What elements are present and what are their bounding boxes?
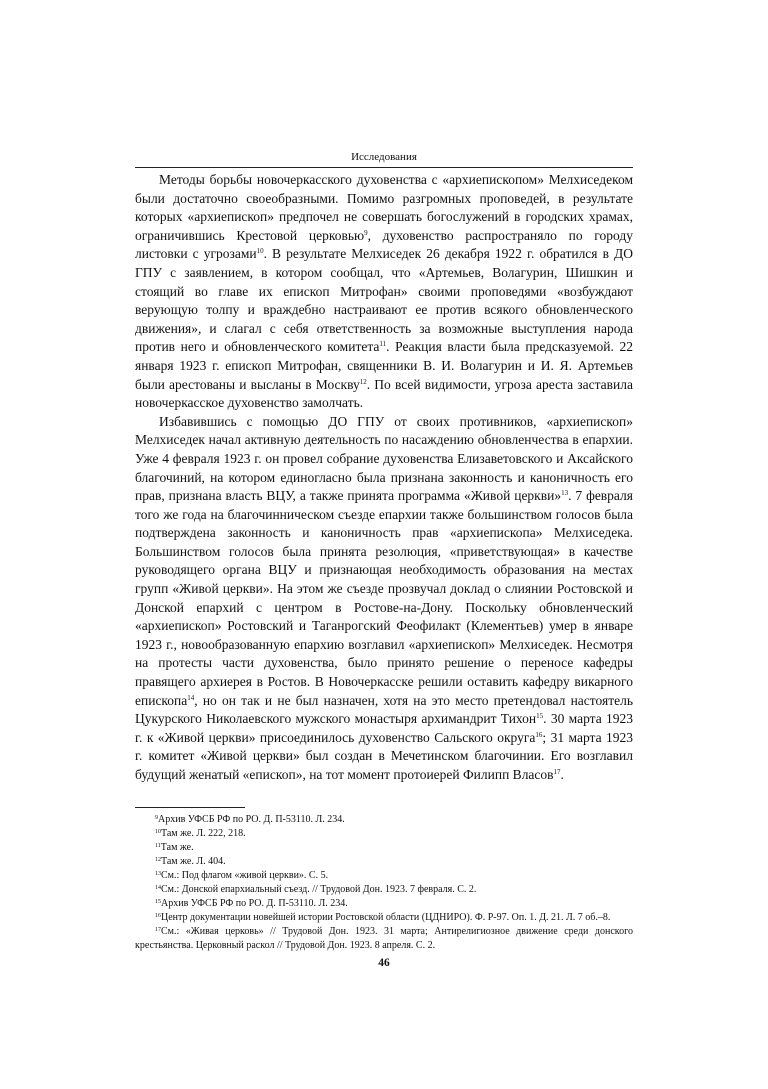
footnotes <box>135 813 633 953</box>
footnote-text: См.: Донской епархиальный съезд. // Трудовой Дон. 1923. 7 февраля. С. 2. <box>161 883 477 895</box>
footnote-text: Там же. <box>160 841 194 853</box>
paragraph-text: . 7 февраля того же года на благочинническом съезде епархии также большинством голосов была подтверждена законность и каноничность прав «архиепископа» Мелхиседека. Большинством голосов была принята резолюция, «приветствующая» в качестве руководящего органа ВЦУ и признающая необходимость образования на местах групп «Живой церкви». На этом же съезде прозвучал доклад о слиянии Ростовской и Донской епархий с центром в Ростове-на-Дону. Поскольку обновленческий «архиепископ» Ростовский и Таганрогский Феофилакт (Клементьев) умер в январе 1923 г., новообразованную епархию возглавил «архиепископ» Мелхиседек. Несмотря на протесты части духовенства, было принято решение о переносе кафедры правящего архиерея в Ростов. В Новочеркасске решили оставить кафедру викарного епископа <box>135 488 633 708</box>
footnote-ref: 16 <box>535 730 543 739</box>
footnote-number: 16 <box>155 912 161 919</box>
footnote <box>135 813 633 827</box>
footnote-number: 13 <box>155 870 161 877</box>
footnote-text: См.: Под флагом «живой церкви». С. 5. <box>161 869 329 881</box>
footnote-ref: 17 <box>553 768 561 776</box>
footnote-ref: 10 <box>256 247 264 256</box>
page-number: 46 <box>378 956 390 969</box>
paragraph-text: ; 31 марта 1923 г. комитет «Живой церкви» был создан в Мечетинском благочинии. Его возглавил будущий женатый «епископ», на тот момент протоиерей Филипп Власов <box>135 729 634 782</box>
running-head: Исследования <box>135 150 633 168</box>
paragraph-text: . Реакция власти была предсказуемой. 22 января 1923 г. епископ Митрофан, священники В. И. Волагурин и И. Я. Артемьев были арестованы и высланы в Москву <box>135 339 633 392</box>
footnote-ref: 9 <box>364 228 368 237</box>
paragraph-text: . <box>560 767 564 782</box>
footnote <box>135 911 633 925</box>
footnote-number: 10 <box>155 828 161 835</box>
footnote-number: 9 <box>155 814 158 821</box>
footnote-ref: 13 <box>561 489 569 498</box>
paragraph-text: Методы борьбы новочеркасского духовенства с «архиепископом» Мелхиседеком были достаточно своеобразными. Помимо разгромных проповедей, в результате которых «архиепископ» предпочел не совершать богослужений в городских храмах, ограничившись Крестовой церковью <box>135 172 633 243</box>
paragraph-text: . 30 марта 1923 г. к «Живой церкви» присоединилось духовенство Сальского округа <box>135 711 634 745</box>
footnote-ref: 11 <box>379 340 387 349</box>
footnote <box>135 855 633 869</box>
footnote-ref: 14 <box>187 693 195 702</box>
footnote-number: 14 <box>155 884 161 891</box>
footnote <box>135 841 633 855</box>
page <box>135 150 633 969</box>
body-paragraph <box>135 171 633 413</box>
footnote-number: 11 <box>155 842 161 849</box>
footnote <box>135 827 633 841</box>
footnote-text: Там же. Л. 404. <box>161 855 226 867</box>
body-text <box>135 171 633 785</box>
footnote-number: 15 <box>155 898 161 905</box>
body-paragraph <box>135 413 633 785</box>
footnote <box>135 897 633 911</box>
paragraph-text: , духовенство распространяло по городу листовки с угрозами <box>135 227 633 262</box>
footnote-text: Там же. Л. 222, 218. <box>161 827 246 839</box>
footnote <box>135 925 633 953</box>
footnote-number: 17 <box>155 926 161 933</box>
footnote-separator <box>135 807 245 808</box>
paragraph-text: , но он так и не был назначен, хотя на это место претендовал настоятель Цукурского Николаевского мужского монастыря архимандрит Тихон <box>135 692 633 727</box>
footnote-text: Архив УФСБ РФ по РО. Д. П-53110. Л. 234. <box>161 897 348 909</box>
footnote-ref: 12 <box>359 377 367 386</box>
footnote-number: 12 <box>155 856 161 863</box>
footnote <box>135 883 633 897</box>
footnote-text: См.: «Живая церковь» // Трудовой Дон. 1923. 31 марта; Антирелигиозное движение среди донского крестьянства. Церковный раскол // Трудовой Дон. 1923. 8 апреля. С. 2. <box>135 925 633 951</box>
footnote-text: Архив УФСБ РФ по РО. Д. П-53110. Л. 234. <box>158 813 345 825</box>
footnote-text: Центр документации новейшей истории Ростовской области (ЦДНИРО). Ф. Р-97. Оп. 1. Д. 21. Л. 7 об.–8. <box>161 911 611 923</box>
paragraph-text: Избавившись с помощью ДО ГПУ от своих противников, «архиепископ» Мелхиседек начал активную деятельность по насаждению обновленчества в епархии. Уже 4 февраля 1923 г. он провел собрание духовенства Елизаветовского и Аксайского благочиний, на котором единогласно была признана законность и каноничность его прав, признана власть ВЦУ, а также принята программа «Живой церкви» <box>135 413 633 504</box>
footnote <box>135 869 633 883</box>
paragraph-text: . В результате Мелхиседек 26 декабря 1922 г. обратился в ДО ГПУ с заявлением, в котором сообщал, что «Артемьев, Волагурин, Шишкин и стоящий во главе их епископ Митрофан» своими проповедями «возбуждают верующую толпу и враждебно настраивают ее против всякого обновленческого движения», и слагал с себя ответственность за возможные выступления народа против него и обновленческого комитета <box>135 246 633 355</box>
paragraph-text: . По всей видимости, угроза ареста заставила новочеркасское духовенство замолчать. <box>135 376 633 411</box>
footnote-ref: 15 <box>536 712 544 721</box>
